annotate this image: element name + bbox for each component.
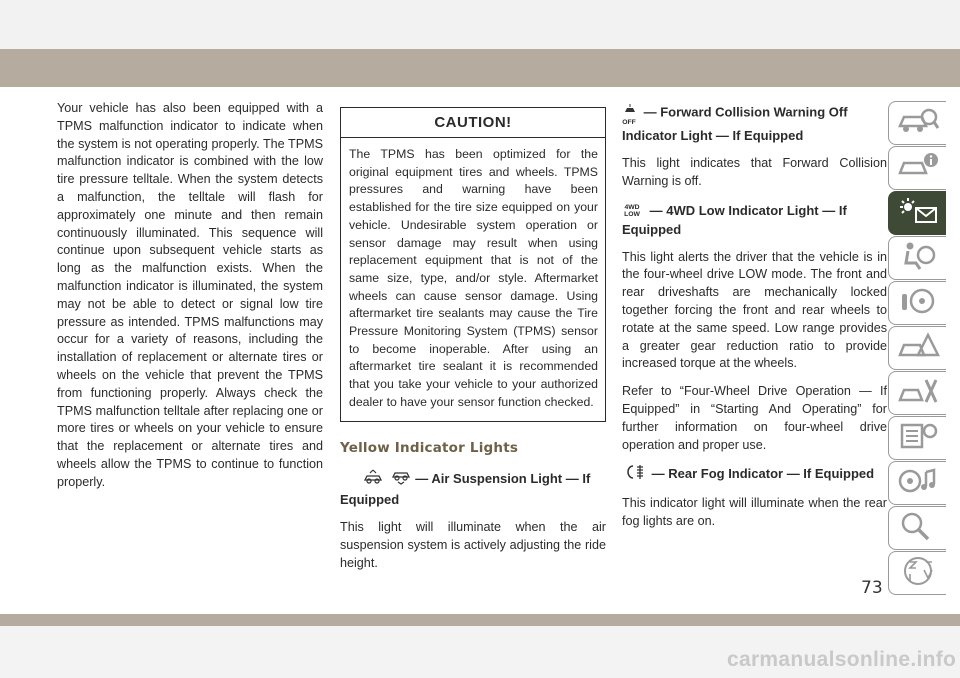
chapter-tabs (888, 101, 960, 596)
air-suspension-up-icon (362, 469, 384, 490)
air-suspension-heading (340, 469, 606, 509)
low-heading (622, 201, 887, 239)
tab-alphabet-index[interactable] (888, 551, 946, 595)
tab-multimedia[interactable] (888, 461, 946, 505)
4wd-icon-bottom: LOW (624, 211, 640, 219)
fog-heading-text: — Rear Fog Indicator — If Equipped (651, 466, 875, 482)
page-number: 73 (861, 578, 883, 598)
left-column (57, 100, 323, 492)
index-search-icon (896, 511, 940, 546)
fcw-heading-text: — Forward Collision Warning Off Indicator Light — If Equipped (622, 104, 848, 143)
caution-title: CAUTION! (341, 108, 605, 138)
tab-starting[interactable] (888, 281, 946, 325)
alphabet-index-icon (896, 556, 940, 591)
car-info-icon (896, 151, 940, 186)
hazard-car-icon (896, 331, 940, 366)
caution-box (340, 107, 606, 422)
tab-servicing[interactable] (888, 371, 946, 415)
air-suspension-heading-text: — Air Suspension Light — If Equipped (340, 471, 591, 508)
tab-index-search[interactable] (888, 506, 946, 550)
4wd-icon-top: 4WD (624, 204, 640, 212)
tab-warning-lights[interactable] (888, 191, 946, 235)
fcw-heading (622, 100, 887, 145)
watermark: carmanualsonline.info (727, 648, 957, 671)
rear-fog-icon (626, 464, 644, 485)
middle-column (340, 107, 606, 583)
air-suspension-down-icon (390, 469, 412, 490)
service-tools-icon (896, 376, 940, 411)
warning-light-message-icon (896, 196, 940, 231)
right-column (622, 100, 887, 541)
footer-bar (0, 614, 960, 626)
tab-specs[interactable] (888, 416, 946, 460)
section-heading: Yellow Indicator Lights (340, 439, 519, 456)
tab-car-search[interactable] (888, 101, 946, 145)
low-heading-text: — 4WD Low Indicator Light — If Equipped (622, 202, 847, 237)
seat-airbag-icon (896, 241, 940, 276)
tab-emergency[interactable] (888, 326, 946, 370)
4wd-low-icon (622, 204, 646, 218)
forward-collision-off-icon (622, 100, 640, 126)
low-text: This light alerts the driver that the vehicle is in the four-wheel drive LOW mode. The front and rear driveshafts are mechanically locked together forcing the front and rear wheels to rotate at the same speed. Low range provides a greater gear reduction ratio to provide increased torque at the wheels. (622, 249, 887, 371)
fog-heading (622, 464, 887, 485)
tab-safety[interactable] (888, 236, 946, 280)
fog-text: This indicator light will illuminate when the rear fog lights are on. (622, 496, 887, 529)
header-bar (0, 49, 960, 87)
caution-text: The TPMS has been optimized for the original equipment tires and wheels. TPMS pressures and warning have been established for the tire size equipped on your vehicle. Undesirable system operation or sensor damage may result when using replacement equipment that is not of the same size, type, and/or style. Aftermarket wheels can cause sensor damage. Using aftermarket tire sealants may cause the Tire Pressure Monitoring System (TPMS) sensor to become inoperable. After using an aftermarket tire sealant it is recommended that you take your vehicle to your authorized dealer to have your sensor function checked. (349, 147, 598, 409)
low-refer-text: Refer to “Four-Wheel Drive Operation — If Equipped” in “Starting And Operating” for further information on four-wheel drive operation and proper use. (622, 384, 887, 452)
air-suspension-text: This light will illuminate when the air suspension system is actively adjusting the ride height. (340, 520, 606, 570)
tab-car-info[interactable] (888, 146, 946, 190)
car-search-icon (896, 106, 940, 141)
top-margin (0, 0, 960, 49)
specs-gear-icon (896, 421, 940, 456)
multimedia-icon (896, 466, 940, 501)
steering-wheel-icon (896, 286, 940, 321)
tpms-malfunction-paragraph: Your vehicle has also been equipped with a TPMS malfunction indicator to indicate when the system is not operating properly. The TPMS malfunction indicator is combined with the low tire pressure telltale. When the system detects a malfunction, the telltale will flash for approximately one minute and then remain continuously illuminated. This sequence will continue upon subsequent vehicle starts as long as the malfunction exists. When the malfunction indicator is illuminated, the system may not be able to detect or signal low tire pressure as intended. TPMS malfunctions may occur for a variety of reasons, including the installation of replacement or alternate tires or wheels on the vehicle that prevent the TPMS from functioning properly. Always check the TPMS malfunction telltale after replacing one or more tires or wheels on your vehicle to ensure that the replacement or alternate tires and wheels allow the TPMS to continue to function properly. (57, 101, 323, 489)
fcw-icon-text: OFF (622, 119, 636, 126)
fcw-text: This light indicates that Forward Collision Warning is off. (622, 156, 887, 188)
